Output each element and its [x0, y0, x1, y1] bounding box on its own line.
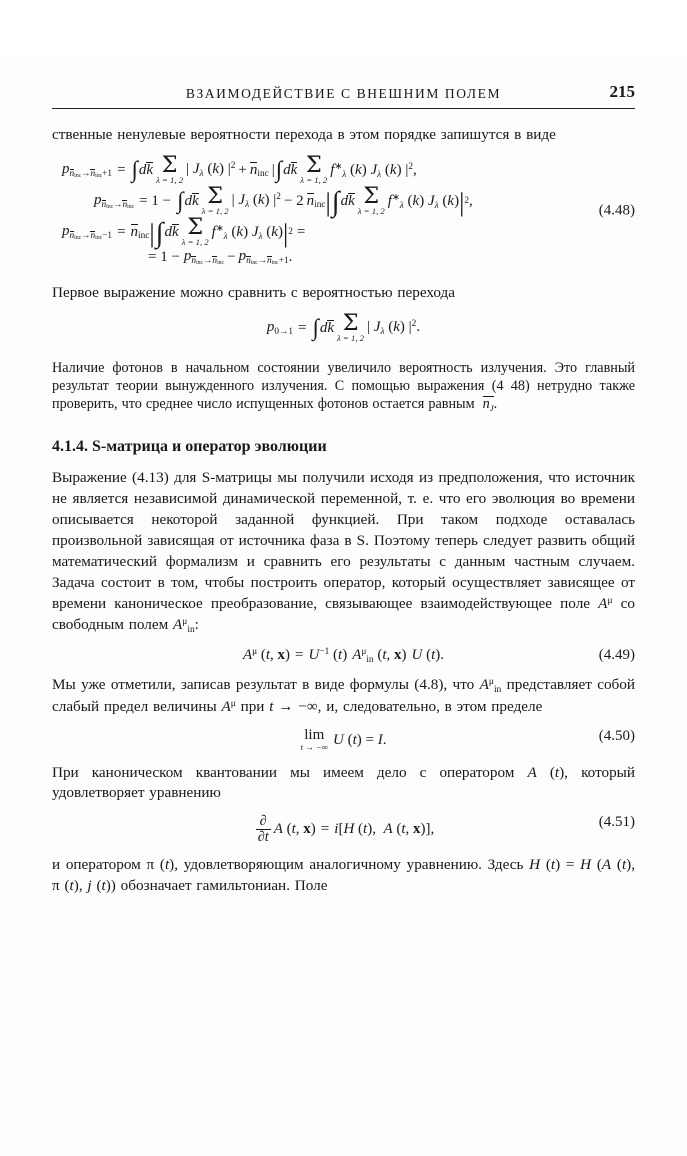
limit-operator: lim t → −∞ — [300, 726, 329, 753]
equation-number-448: (4.48) — [598, 202, 635, 219]
equation-451 — [52, 814, 635, 845]
paragraph-after-heading-text: Выражение (4.13) для S-матрицы мы получили исходя из предположения, что источник не является независимой динамической переменной, т. е. что его эволюция во времени описывается некоторой заданной функцией. При таком подходе оставалась произвольной зависящая от источника фаза в S. Поэтому теперь следует развить общий математический формализм и сравнить его результаты с данным частным случаем. Задача состоит в том, чтобы построить оператор, который осуществляет зависящее от времени каноническое преобразование, связывающее взаимодействующее поле — [52, 468, 635, 612]
equation-p01-line: $p_{0\to 1}$ = ∫ dk Σ λ = 1, 2 | $J_\lambda$ (k) $|^2$. — [266, 309, 421, 343]
inline-math-pit: π (t) — [146, 856, 175, 874]
equation-450 — [52, 728, 635, 753]
paragraph-after-heading — [52, 468, 635, 637]
equation-number-449: (4.49) — [598, 646, 635, 663]
equation-451-line: $\frac{\partial}{\partial t}$ A (t, x) = i[H (t), A (t, x)], — [257, 813, 435, 846]
running-head-title: ВЗАИМОДЕЙСТВИЕ С ВНЕШНИМ ПОЛЕМ — [185, 86, 502, 101]
paragraph-after-449-c: при — [240, 697, 265, 715]
paragraph-after-449 — [52, 675, 635, 718]
header-rule — [52, 108, 635, 109]
paragraph-after-451 — [52, 855, 635, 897]
section-title: S-матрица и оператор эволюции — [92, 437, 327, 455]
inline-math-Amu: $A^\mu$ — [598, 594, 613, 612]
equation-number-451: (4.51) — [598, 814, 635, 831]
inline-math-Ain2: $A^\mu_{in}$ — [479, 675, 502, 695]
paragraph-after-450-a: При каноническом квантовании мы имеем дело с оператором — [52, 763, 515, 781]
page-number: 215 — [609, 82, 635, 101]
paragraph-after-451-a: и оператором — [52, 856, 141, 874]
paragraph-after-450-b: который удовлетворяет уравнению — [52, 763, 636, 802]
section-heading — [52, 438, 635, 456]
inline-math-Amu2: $A^\mu$ — [221, 697, 236, 715]
equation-number-450: (4.50) — [598, 727, 635, 744]
equation-448-line-4: = 1 − $p_{n_{inc}\to n_{inc}}$ − $p_{n_{inc}\to n_{inc}+1}$ . — [148, 248, 293, 267]
equation-448-line-2: $p_{n_{inc}\to n_{inc}}$ = 1 − ∫ dk Σ λ = 1, 2 | $J_\lambda$ (k) $|^2$ − 2 ninc | ∫ dk Σ λ = 1, 2 $f^∗_\lambda$ (k) $J_\lambda$ (k) | 2 , — [94, 182, 473, 219]
section-number: 4.1.4. — [52, 437, 88, 455]
equation-450-line: lim t → −∞ U (t) = I. — [300, 726, 387, 753]
paragraph-compare: Первое выражение можно сравнить с вероятностью перехода — [52, 283, 455, 301]
paragraph-photons — [52, 359, 635, 414]
paragraph-intro: ственные ненулевые вероятности перехода в этом порядке запишутся в виде — [52, 126, 556, 143]
paragraph-photons-text: Наличие фотонов в начальном состоянии увеличило вероятность излучения. Это главный результат теории вынужденного излучения. С помощью выражения (4 48) нетрудно также проверить, что среднее число испущенных фотонов остается равным — [52, 359, 635, 413]
paragraph-after-heading-tail: со свободным полем — [52, 594, 635, 633]
equation-449 — [52, 647, 635, 665]
paragraph-after-449-d: и, следовательно, в этом пределе — [326, 697, 543, 715]
paragraph-after-450 — [52, 763, 635, 805]
equation-p01 — [52, 309, 635, 343]
inline-math-hamiltonian: H (t) = H (A (t), π (t), j (t)) — [52, 856, 636, 895]
inline-math-At: A (t), — [527, 763, 568, 781]
equation-449-line: $A^\mu$ (t, x) = $U^{-1}$ (t) $A^\mu_{in}$ (t, x) U (t). — [242, 646, 445, 665]
equation-448-line-1: $p_{n_{inc}\to n_{inc}+1}$ = ∫ dk Σ λ = 1, 2 | $J_\lambda$ (k) $|^2$ + ninc | ∫ dk Σ λ = 1, 2 $f^∗_\lambda$ (k) $J_\lambda$ (k) $|^2$, — [62, 151, 417, 186]
partial-derivative: $\frac{\partial}{\partial t}$ — [257, 813, 269, 846]
inline-math-Amuin: $A^\mu_{in}$: — [173, 615, 199, 635]
paragraph-photons-tail: . — [493, 396, 498, 413]
paragraph-after-449-a: Мы уже отметили, записав результат в виде формулы (4.8), что — [52, 675, 475, 693]
paragraph-after-451-b: , удовлетворяющим аналогичному уравнению. Здесь — [174, 856, 524, 874]
inline-math-nj: $n_J$ — [482, 396, 494, 414]
equation-group-448 — [52, 151, 635, 267]
page-header — [52, 56, 635, 102]
equation-448-line-3: $p_{n_{inc}\to n_{inc}-1}$ = ninc | ∫ dk Σ λ = 1, 2 $f^∗_\lambda$ (k) $J_\lambda$ (k) | 2 = — [62, 213, 306, 249]
document-page — [0, 56, 687, 1156]
paragraph-after-451-c: обозначает гамильтониан. Поле — [120, 877, 328, 895]
inline-math-tlimit: t → −∞, — [269, 697, 322, 715]
paragraph-after-449-b: представляет собой слабый предел величины — [52, 675, 636, 715]
